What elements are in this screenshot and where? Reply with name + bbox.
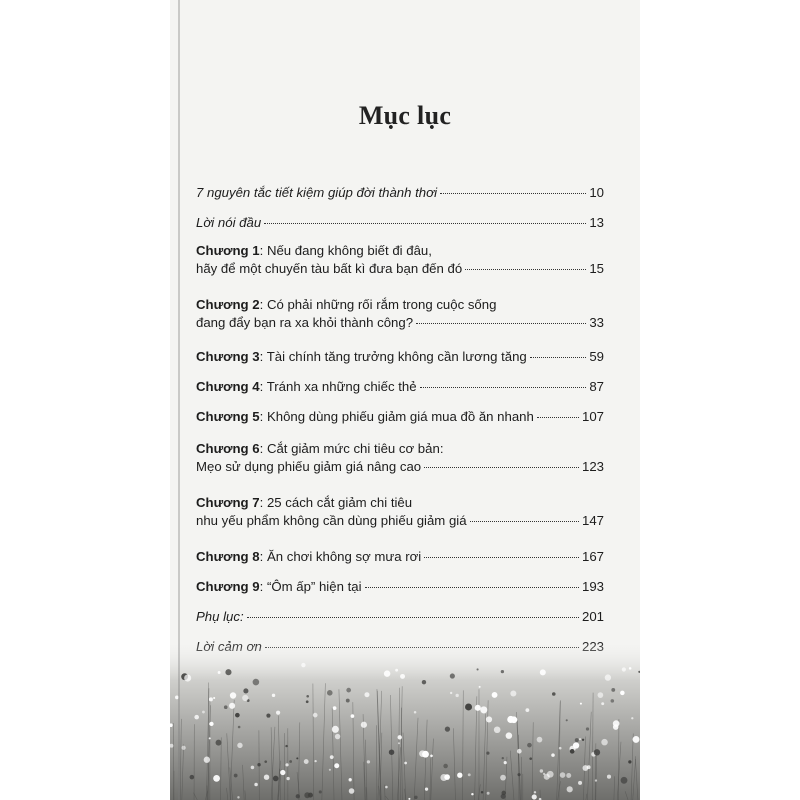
- toc-entry: [196, 548, 604, 566]
- page-number: 15: [589, 261, 604, 276]
- toc-line: [196, 408, 604, 426]
- toc-entry-text: [196, 214, 261, 232]
- chapter-title: đang đẩy bạn ra xa khỏi thành công?: [196, 315, 414, 330]
- toc-entry-text: [196, 314, 413, 332]
- chapter-title: 7 nguyên tắc tiết kiệm giúp đời thành thơi: [196, 185, 438, 200]
- toc-entry-text: [196, 548, 421, 566]
- page-number: 193: [581, 579, 604, 594]
- chapter-label: Chương 5: [196, 409, 260, 424]
- chapter-label: Chương 7: [196, 495, 260, 510]
- toc-line: [196, 512, 604, 530]
- toc-entry-text: [196, 608, 244, 626]
- page-number: 59: [589, 349, 604, 364]
- dot-leader: [424, 557, 579, 558]
- dot-leader: [420, 387, 587, 388]
- chapter-title: Mẹo sử dụng phiếu giảm giá nâng cao: [196, 459, 422, 474]
- toc-line: [196, 314, 604, 332]
- toc-entry: [196, 494, 604, 530]
- chapter-title: : Tài chính tăng trưởng không cần lương tăng: [259, 349, 527, 364]
- chapter-title: : 25 cách cắt giảm chi tiêu: [259, 495, 413, 510]
- dot-leader: [530, 357, 587, 358]
- toc-entry-text: [196, 260, 462, 278]
- page-spine-shadow: [178, 0, 180, 800]
- toc-line: [196, 214, 604, 232]
- toc-entry-text: [196, 440, 443, 458]
- toc-entry-text: [196, 458, 421, 476]
- toc-entry-text: [196, 494, 412, 512]
- toc-line: [196, 184, 604, 202]
- toc-entry: [196, 378, 604, 396]
- page-number: 201: [581, 609, 604, 624]
- dot-leader: [470, 521, 579, 522]
- chapter-label: Chương 1: [196, 243, 260, 258]
- chapter-label: Chương 6: [196, 441, 260, 456]
- chapter-label: Chương 2: [196, 297, 260, 312]
- chapter-label: Chương 4: [196, 379, 260, 394]
- chapter-label: Chương 8: [196, 549, 260, 564]
- book-page: [170, 0, 640, 800]
- dot-leader: [416, 323, 586, 324]
- page-number: 123: [581, 459, 604, 474]
- toc-line: [196, 348, 604, 366]
- toc-entry-text: [196, 242, 432, 260]
- toc-entry: [196, 214, 604, 232]
- chapter-title: : Cắt giảm mức chi tiêu cơ bản:: [259, 441, 444, 456]
- dot-leader: [440, 193, 586, 194]
- page-number: 147: [581, 513, 604, 528]
- dot-leader: [247, 617, 579, 618]
- toc-entry-text: [196, 296, 496, 314]
- dot-leader: [424, 467, 579, 468]
- page-number: 107: [581, 409, 604, 424]
- chapter-label: Chương 9: [196, 579, 260, 594]
- toc-entry: [196, 242, 604, 278]
- toc-entry-text: [196, 184, 437, 202]
- flower-meadow-illustration: [170, 640, 640, 800]
- chapter-title: : “Ôm ấp” hiện tại: [259, 579, 362, 594]
- toc-entry-text: [196, 578, 362, 596]
- toc-line: [196, 260, 604, 278]
- chapter-title: Lời nói đầu: [196, 215, 262, 230]
- toc-entry-text: [196, 378, 417, 396]
- page-number: 10: [589, 185, 604, 200]
- toc-entry: [196, 296, 604, 332]
- chapter-title: Phụ lục:: [196, 609, 244, 624]
- dot-leader: [365, 587, 579, 588]
- toc-line: [196, 440, 604, 458]
- toc-entry-text: [196, 348, 527, 366]
- chapter-title: : Ăn chơi không sợ mưa rơi: [259, 549, 422, 564]
- toc-entry: [196, 440, 604, 476]
- page-number: 87: [589, 379, 604, 394]
- toc-entry: [196, 408, 604, 426]
- toc-entry: [196, 348, 604, 366]
- page-title: Mục lục: [358, 101, 452, 131]
- dot-leader: [465, 269, 586, 270]
- page-number: 13: [589, 215, 604, 230]
- chapter-title: hãy để một chuyến tàu bất kì đưa bạn đến đó: [196, 261, 463, 276]
- dot-leader: [537, 417, 579, 418]
- dot-leader: [264, 223, 586, 224]
- toc-line: [196, 494, 604, 512]
- page-number: 33: [589, 315, 604, 330]
- toc-line: [196, 608, 604, 626]
- toc-line: [196, 242, 604, 260]
- toc-line: [196, 378, 604, 396]
- toc-entry-text: [196, 512, 467, 530]
- chapter-label: Chương 3: [196, 349, 260, 364]
- chapter-title: : Tránh xa những chiếc thẻ: [259, 379, 417, 394]
- toc-entry: [196, 184, 604, 202]
- toc-line: [196, 458, 604, 476]
- toc-entry-text: [196, 408, 534, 426]
- toc-line: [196, 578, 604, 596]
- chapter-title: : Nếu đang không biết đi đâu,: [259, 243, 432, 258]
- toc-entry: [196, 608, 604, 626]
- page-number: 167: [581, 549, 604, 564]
- chapter-title: nhu yếu phẩm không cần dùng phiếu giảm giá: [196, 513, 467, 528]
- chapter-title: : Có phải những rối rắm trong cuộc sống: [259, 297, 497, 312]
- toc-line: [196, 296, 604, 314]
- toc-line: [196, 548, 604, 566]
- chapter-title: : Không dùng phiếu giảm giá mua đồ ăn nhanh: [259, 409, 534, 424]
- toc-entry: [196, 578, 604, 596]
